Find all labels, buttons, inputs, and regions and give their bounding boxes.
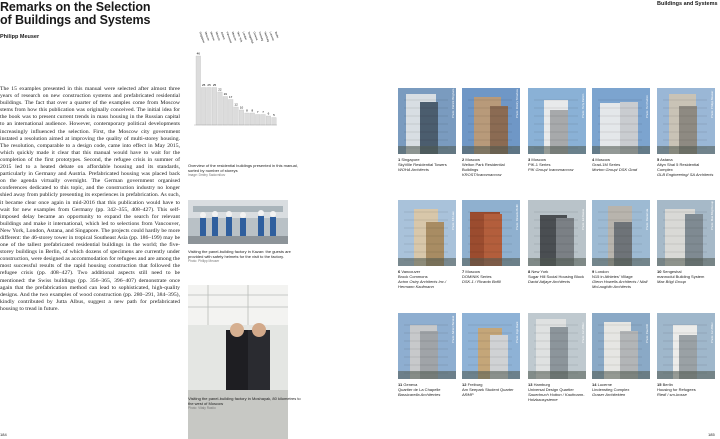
building-photo-14 — [592, 313, 650, 379]
building-caption-3 — [528, 157, 586, 172]
building-caption-14 — [592, 382, 650, 397]
building-number: 8 — [528, 269, 531, 274]
building-city: Hamburg — [533, 382, 551, 387]
building-architect: PIK Group/ Ivanomaccow — [528, 167, 574, 172]
chart-bar — [272, 118, 277, 126]
building-number: 2 — [462, 157, 465, 162]
building-number: 11 — [398, 382, 403, 387]
building-caption-11 — [398, 382, 456, 397]
building-caption-7 — [462, 269, 520, 284]
building-city: Moscow — [465, 157, 481, 162]
running-head: Buildings and Systems — [657, 1, 718, 7]
chart-value-label: 19 — [223, 92, 227, 96]
building-photo-9 — [592, 200, 650, 266]
chart-value-label: 5 — [273, 113, 275, 117]
building-city: Lucerne — [597, 382, 613, 387]
building-caption-15 — [657, 382, 715, 397]
building-architect: Bassicarella Architectes — [398, 392, 441, 397]
photo-credit: Photo: Ingo Rack — [515, 321, 519, 343]
building-architect: Max Bögl Group — [657, 279, 686, 284]
building-photo-11 — [398, 313, 456, 379]
title-line-2: of Buildings and Systems — [0, 13, 151, 27]
chart-category-label: London — [241, 31, 248, 41]
building-number: 6 — [398, 269, 401, 274]
building-photo-10 — [657, 200, 715, 266]
building-number: 1 — [398, 157, 401, 162]
photo-credit: Photo: Yuriy Palmin — [581, 93, 585, 118]
building-number: 4 — [592, 157, 595, 162]
building-architect: Riedl / sm-bosse — [657, 392, 687, 397]
building-number: 3 — [528, 157, 531, 162]
building-project: PIK-1 Series — [528, 162, 551, 167]
building-photo-15 — [657, 313, 715, 379]
building-photo-4 — [592, 88, 650, 154]
chart-bar — [196, 56, 201, 125]
photo-credit: Photo: Adrien Barakat — [451, 315, 455, 343]
building-city: Geneva — [403, 382, 418, 387]
building-city: Moscow — [595, 157, 611, 162]
photo-credit: Photo: Jan Bitter — [581, 322, 585, 343]
chart-bar — [234, 107, 239, 125]
building-number: 9 — [592, 269, 595, 274]
chart-category-label: Moscow — [230, 31, 237, 42]
building-photo-8 — [528, 200, 586, 266]
chart-bar — [245, 113, 250, 125]
building-project: Universal Design Quartier — [528, 387, 574, 392]
body-text — [0, 86, 180, 313]
chart-bar — [255, 115, 260, 126]
building-architect: ARMP — [462, 392, 474, 397]
chart-bar — [207, 88, 212, 126]
chart-category-label: Moscow — [203, 31, 210, 42]
building-photo-7 — [462, 200, 520, 266]
building-city: Vancouver — [401, 269, 421, 274]
photo-credit: Photo: Philipp Meuser — [710, 90, 714, 118]
building-architect: Morton Group/ DSK Grad — [592, 167, 638, 172]
building-city: Freiburg — [467, 382, 483, 387]
chart-category-label: Lucerne — [268, 31, 275, 42]
photo-credit: Photo: Jan Bitter — [710, 322, 714, 343]
chart-category-label: Moscow — [209, 31, 216, 42]
chart-value-label: 25 — [212, 83, 217, 87]
chart-value-label: 8 — [251, 108, 254, 113]
building-number: 14 — [592, 382, 597, 387]
building-project: Brock Commons — [398, 274, 428, 279]
building-caption-1 — [398, 157, 456, 172]
kazan-caption-text: Visiting the panel-building factory in Kazan: the guests are provided with safety helmets for the visit to the factory. — [188, 249, 291, 259]
chart-category-label: Moscow — [214, 31, 221, 42]
building-architect: Glenn Howells Architects / Niall McLaughlin Architects — [592, 279, 648, 289]
chart-bar — [201, 88, 206, 126]
building-architect: Acton Ostry Architects Inc./ Hermann Kaufmann — [398, 279, 447, 289]
building-number: 10 — [657, 269, 662, 274]
building-city: London — [595, 269, 609, 274]
building-number: 13 — [528, 382, 533, 387]
storey-chart — [184, 30, 284, 160]
building-number: 15 — [657, 382, 662, 387]
building-city: New York — [531, 269, 549, 274]
author: Philipp Meuser — [0, 34, 40, 40]
photo-credit: Photo: Paul Ott — [645, 324, 649, 343]
chart-value-label: 46 — [196, 51, 200, 56]
building-project: Grad-1M Series — [592, 162, 621, 167]
building-architect: KROST/Ivanomaccow — [462, 172, 502, 177]
building-photo-5 — [657, 88, 715, 154]
chart-value-label: 25 — [207, 83, 211, 87]
building-photo-6 — [398, 200, 456, 266]
moshayak-caption-text: Visiting the panel-building factory in Moshayak, 80 kilometres to the west of Moscow — [188, 396, 301, 406]
kazan-caption — [188, 249, 306, 264]
building-project: Housing for Refugees — [657, 387, 696, 392]
building-number: 7 — [462, 269, 465, 274]
building-photo-2 — [462, 88, 520, 154]
building-caption-5 — [657, 157, 715, 177]
chart-category-label: Hamburg — [263, 31, 270, 43]
chart-value-label: 25 — [202, 83, 206, 87]
building-architect: GLB Engineering/ SA Architects — [657, 172, 714, 177]
building-number: 12 — [462, 382, 467, 387]
moshayak-caption — [188, 396, 306, 411]
building-project: Sugar Hill Social Housing Block — [528, 274, 585, 279]
chart-category-label: Freiburg — [257, 31, 264, 42]
chart-category-label: Vancouver — [225, 31, 233, 44]
building-photo-13 — [528, 313, 586, 379]
building-photo-12 — [462, 313, 520, 379]
building-city: Moscow — [531, 157, 547, 162]
chart-value-label: 22 — [218, 87, 222, 92]
chart-value-label: 7 — [256, 110, 259, 114]
moshayak-factory-photo — [188, 285, 288, 439]
title-line-1: Remarks on the Selection — [0, 0, 151, 14]
building-architect: Sauerbruch Hutton / Kaufmann-Holzbausysteme — [528, 392, 585, 402]
chart-bar — [266, 116, 271, 125]
chart-value-label: 6 — [267, 111, 270, 116]
building-project: Altyn Shal 5 Residential Complex — [657, 162, 700, 172]
chart-bar — [223, 97, 228, 126]
building-project: DOMINIK Series — [462, 274, 492, 279]
building-city: Moscow — [465, 269, 481, 274]
chart-category-label: Berlin — [273, 31, 280, 39]
building-caption-13 — [528, 382, 586, 402]
building-caption-4 — [592, 157, 650, 172]
body-paragraph: The 15 examples presented in this manual were selected after almost three years of research on new construction systems and prefabricated residential buildings. The fact that over a quarter of the examples come from Moscow stems from how this publication was originally conceived. The initial idea for the book was to present current trends in mass housing in the Russian capital to an international audience. However, contemporary political developments increasingly influenced the selection. First, the Moscow city government instated a resolution aimed at improving the quality of multi-storey housing. The resolution, comparable to a design code, came into effect in May 2015, which quickly made it clear that this manual would have to wait for the completion of the first prototypes. Second, the refugee crisis in summer of 2015 led to a heated debate on affordable housing and its standards, particularly in Germany and Austria. Prefabricated housing was placed back on the agenda virtually overnight. The German government organised conferences dedicated to this topic, and the construction industry no longer shied away from publicly presenting its experiences in prefabrication. As such, it became clear once again in mid-2016 that this publication would have to wait for new examples from Germany (pp. 342–355, 408–427). This self-imposed delay became an opportunity to expand the search for relevant buildings and make it international, which led to selections from Vancouver, New York, London, Astana, and Singapore. The projects could hardly be more different: the 46-storey tower in tropical Southeast Asia (pp. 186–199) may be one of the tallest prefabricated residential buildings in the world; the five-storey buildings in Berlin, of which dozens of specimens are currently under construction, were designed as accommodation for refugees and are among the most successful results of the rapid housing construction that followed the refugee crisis (pp. 408–427). Two additional aspects still need to be mentioned: the Swiss buildings (pp. 356–365, 396–407) demonstrate once again that the prefabrication method can lead to sophisticated, high-quality designs. And the two examples of wood construction (pp. 280–291, 384–395), kindly contributed by Jutta Albus, suggest a new path for prefabricated housing to tread in future. — [0, 86, 180, 312]
page-title — [0, 1, 150, 27]
building-number: 5 — [657, 157, 660, 162]
building-caption-2 — [462, 157, 520, 177]
folio-left: 184 — [0, 432, 7, 437]
storey-chart-svg — [184, 30, 284, 160]
chart-bar — [250, 113, 255, 125]
chart-category-label: Singapore — [198, 31, 206, 44]
chart-value-label: 7 — [262, 110, 264, 114]
chart-category-label: Sengeshal — [246, 31, 254, 44]
building-photo-3 — [528, 88, 586, 154]
building-city: Singapore — [401, 157, 420, 162]
kazan-caption-credit: Photo: Philipp Meuser — [188, 259, 220, 263]
building-photo-1 — [398, 88, 456, 154]
chart-category-label: Geneva — [252, 31, 259, 41]
building-project: mannodul Building System — [657, 274, 705, 279]
chart-caption-text: Overview of the residential buildings presented in this manual, sorted by number of storeys — [188, 163, 298, 173]
building-architect: Graser Architekten — [592, 392, 626, 397]
building-architect: DSK-1 / Ricardo Bofill — [462, 279, 501, 284]
building-project: Welton Park Residential Buildings — [462, 162, 505, 172]
chart-bar — [261, 115, 266, 126]
chart-value-label: 10 — [239, 105, 244, 110]
photo-credit: Photo: Max Bögl Group — [710, 200, 714, 230]
photo-credit: Photo: Ricardo Bofill — [515, 204, 519, 230]
photo-credit: Photo: KK Law — [451, 211, 455, 230]
building-caption-12 — [462, 382, 520, 397]
building-city: Astana — [660, 157, 673, 162]
building-caption-6 — [398, 269, 456, 289]
building-architect: WOHA Architects — [398, 167, 429, 172]
kazan-factory-photo — [188, 200, 288, 244]
photo-credit: Photo: Patrick Bingham-Hall — [451, 83, 455, 118]
moshayak-caption-credit: Photo: Vitaly Rastio — [188, 406, 216, 410]
chart-bar — [228, 100, 233, 126]
photo-credit: Photo: Dmitry Tcharkov — [515, 89, 519, 118]
building-caption-8 — [528, 269, 586, 284]
building-project: Lindenstieg Complex — [592, 387, 630, 392]
chart-caption — [188, 163, 298, 178]
chart-value-label: 8 — [246, 108, 248, 113]
chart-value-label: 17 — [229, 95, 233, 99]
building-project: N15 in Athletes' Village — [592, 274, 633, 279]
folio-right: 185 — [708, 432, 715, 437]
photo-credit: Photo: Yuri Palmin — [645, 95, 649, 118]
chart-value-label: 12 — [234, 102, 238, 107]
chart-category-label: Astana — [219, 31, 226, 40]
building-project: SkyVille Residential Towers — [398, 162, 447, 167]
building-city: Sengeshal — [662, 269, 682, 274]
photo-credit: Photo: Ed Reeve — [581, 208, 585, 230]
chart-caption-credit: Image: Dmitry Sadovnikov — [188, 173, 226, 177]
building-city: Berlin — [662, 382, 673, 387]
photo-credit: Photo: Daniel Ha — [645, 208, 649, 230]
chart-bar — [239, 110, 244, 125]
building-project: Am Seepark Student Quarter — [462, 387, 514, 392]
building-caption-10 — [657, 269, 715, 284]
building-project: Quartier de La Chapelle — [398, 387, 441, 392]
building-architect: David Adjaye Architects — [528, 279, 570, 284]
chart-bar — [218, 92, 223, 125]
building-caption-9 — [592, 269, 650, 289]
chart-bar — [212, 88, 217, 126]
chart-category-label: New York — [236, 31, 243, 43]
